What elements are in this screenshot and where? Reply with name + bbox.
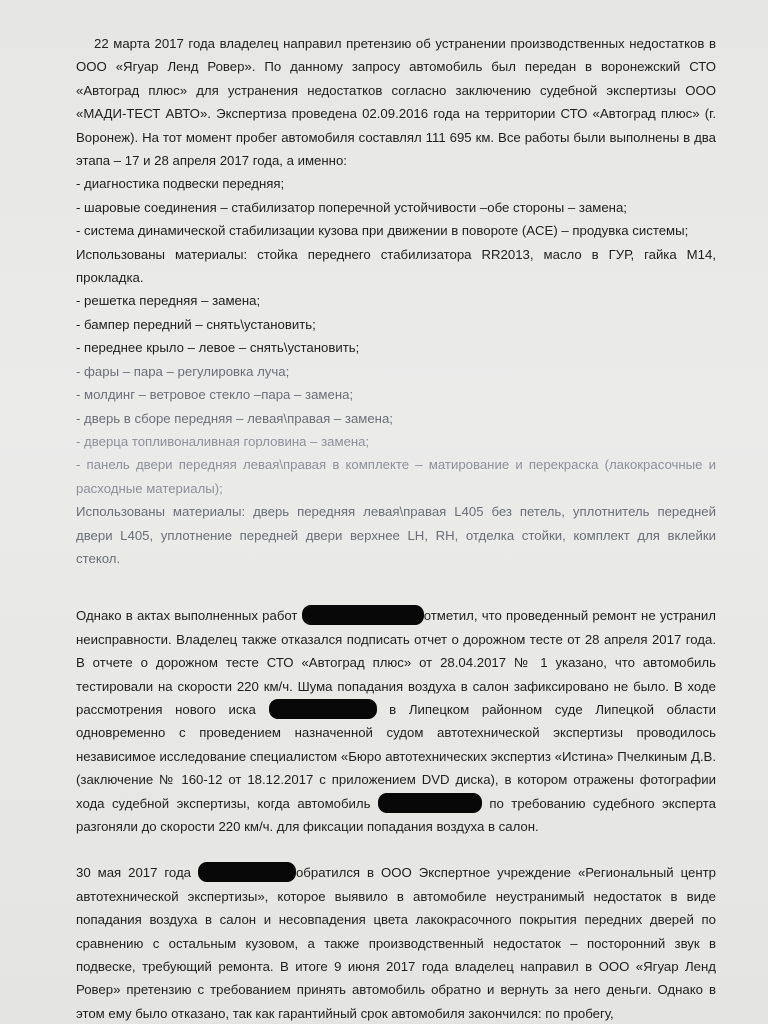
list-item: - дверь в сборе передняя – левая\правая – замена; — [76, 410, 393, 426]
list-item: - бампер передний – снять\установить; — [76, 316, 316, 332]
redaction-block — [198, 862, 296, 882]
works-list-2 — [76, 289, 716, 500]
paragraph-claim: 22 марта 2017 года владелец направил претензию об устранении производственных недостатков в ООО «Ягуар Ленд Ровер». По данному запросу автомобиль был передан в воронежский СТО «Автоград плюс» для устранения недостатков согласно заключению судебной экспертизы ООО «МАДИ-ТЕСТ АВТО». Экспертиза проведена 02.09.2016 года на территории СТО «Автоград плюс» (г. Воронеж). На тот момент пробег автомобиля составлял 111 695 км. Все работы были выполнены в два этапа – 17 и 28 апреля 2017 года, а именно: — [76, 36, 716, 169]
paragraph-gap — [76, 570, 716, 604]
redaction-block — [302, 605, 424, 625]
paragraph-gap — [76, 838, 716, 861]
paragraph-expertise — [76, 861, 716, 1024]
document-body — [76, 32, 716, 1024]
list-item: - переднее крыло – левое – снять\установить; — [76, 340, 360, 356]
list-item: - панель двери передняя левая\правая в комплекте – матирование и перекраска (лакокрасочные и расходные материалы); — [76, 457, 716, 496]
list-item: - решетка передняя – замена; — [76, 293, 261, 309]
paragraph-acts — [76, 604, 716, 838]
text-segment: 30 мая 2017 года — [76, 865, 198, 881]
redaction-block — [378, 793, 482, 813]
materials-paragraph-2: Использованы материалы: дверь передняя левая\правая L405 без петель, уплотнитель передней двери L405, уплотнение передней двери верхнее LH, RH, отделка стойки, комплект для вклейки стекол. — [76, 504, 716, 566]
list-item: - дверца топливоналивная горловина – замена; — [76, 433, 370, 449]
works-list-1 — [76, 172, 716, 242]
text-segment: отметил, что проведенный ремонт не устранил неисправности. Владелец также отказался подписать отчет о дорожном тесте от 28 апреля 2017 года. В отчете о дорожном тесте СТО «Автоград плюс» от 28.04.2017 № 1 указано, что автомобиль тестировали на скорости 220 км/ч. Шума попадания воздуха в салон зафиксировано не было. В ходе рассмотрения нового иска — [76, 608, 716, 717]
text-segment: обратился в ООО Экспертное учреждение «Региональный центр автотехнической экспертизы», которое выявило в автомобиле неустранимый недостаток в виде попадания воздуха в салон и несовпадения цвета лакокрасочного покрытия передних дверей по сравнению с остальным кузовом, а также производственный недостаток – посторонний звук в подвеске, требующий ремонта. В итоге 9 июня 2017 года владелец направил в ООО «Ягуар Ленд Ровер» претензию с требованием принять автомобиль обратно и вернуть за него деньги. Однако в этом ему было отказано, так как гарантийный срок автомобиля закончился: по пробегу, — [76, 865, 716, 1021]
list-item: - молдинг – ветровое стекло –пара – замена; — [76, 387, 354, 403]
materials-paragraph-1: Использованы материалы: стойка переднего стабилизатора RR2013, масло в ГУР, гайка М14, прокладка. — [76, 246, 716, 286]
text-segment: в Липецком районном суде Липецкой области одновременно с проведением назначенной судом автотехнической экспертизы проводилось независимое исследование специалистом «Бюро автотехнических экспертиз «Истина» Пчелкиным Д.В. (заключение № 160-12 от 18.12.2017 с приложением DVD диска), в котором отражены фотографии хода судебной экспертизы, когда автомобиль — [76, 701, 716, 811]
redaction-block — [269, 699, 377, 719]
list-item: - фары – пара – регулировка луча; — [76, 363, 290, 379]
list-item: - диагностика подвески передняя; — [76, 176, 285, 192]
text-segment: Однако в актах выполненных работ — [76, 608, 302, 624]
text-segment: по требованию судебного эксперта разгоняли до скорости 220 км/ч. для фиксации попадания воздуха в салон. — [76, 795, 716, 834]
list-item: - шаровые соединения – стабилизатор поперечной устойчивости –обе стороны – замена; — [76, 199, 627, 215]
list-item: - система динамической стабилизации кузова при движении в повороте (ACE) – продувка системы; — [76, 223, 689, 239]
